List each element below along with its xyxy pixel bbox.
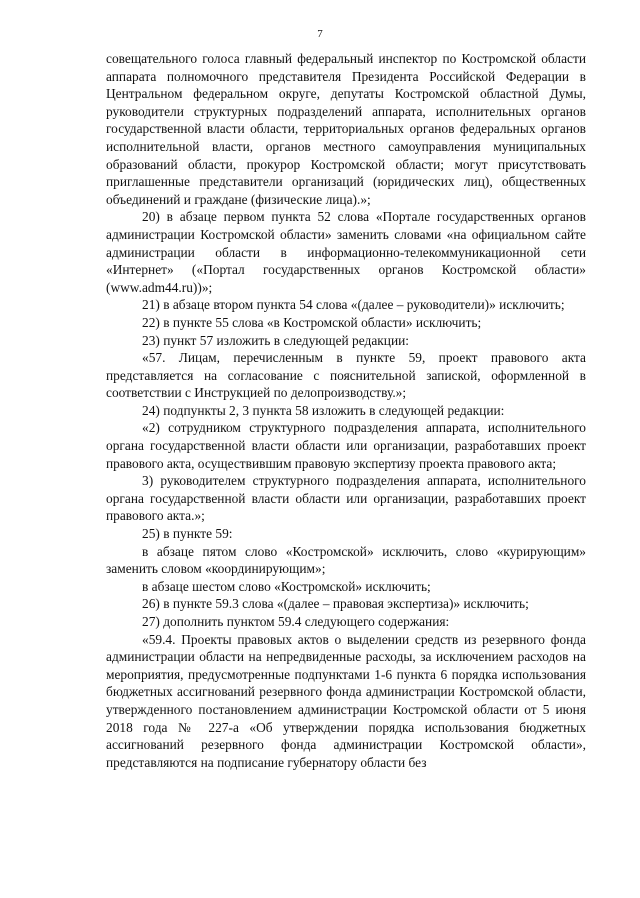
- paragraph: 24) подпункты 2, 3 пункта 58 изложить в следующей редакции:: [142, 402, 505, 418]
- page-number: 7: [317, 28, 323, 40]
- paragraph: совещательного голоса главный федеральный инспектор по Костромской области аппарата полномочного представителя Президента Российской Федерации в Центральном федеральном округе, депутаты Костромской областной Думы, руководители структурных подразделений аппарата, исполнительных органов государственной власти области, территориальных органов федеральных органов исполнительной власти, органов местного самоуправления муниципальных образований области, прокурор Костромской области; могут присутствовать приглашенные представители организаций (юридических лиц), общественных объединений и граждане (физические лица).»;: [106, 51, 586, 207]
- paragraph: 20) в абзаце первом пункта 52 слова «Портале государственных органов администрации Костромской области» заменить словами «на официальном сайте администрации области в информационно-телекоммуникационной сети «Интернет» («Портал государственных органов Костромской области» (www.adm44.ru))»;: [106, 209, 586, 295]
- paragraph: «2) сотрудником структурного подразделения аппарата, исполнительного органа государственной власти области или организации, разработавших проект правового акта, осуществившим правовую экспертизу проекта правового акта;: [106, 420, 586, 471]
- paragraph: 22) в пункте 55 слова «в Костромской области» исключить;: [142, 314, 482, 330]
- paragraph: 23) пункт 57 изложить в следующей редакции:: [142, 332, 410, 348]
- paragraph: 3) руководителем структурного подразделения аппарата, исполнительного органа государственной власти области или организации, разработавших проект правового акта.»;: [106, 473, 586, 524]
- paragraph: 25) в пункте 59:: [142, 526, 233, 542]
- paragraph: «57. Лицам, перечисленным в пункте 59, проект правового акта представляется на согласование с пояснительной запиской, оформленной в соответствии с Инструкцией по делопроизводству.»;: [106, 350, 586, 401]
- paragraph: «59.4. Проекты правовых актов о выделении средств из резервного фонда администрации области на непредвиденные расходы, за исключением расходов на мероприятия, предусмотренные подпунктами 1-6 пункта 6 порядка использования бюджетных ассигнований резервного фонда администрации Костромской области, утвержденного постановлением администрации Костромской области от 5 июня 2018 года № 227-а «Об утверждении порядка использования бюджетных ассигнований резервного фонда администрации Костромской области», представляются на подписание губернатору области без: [106, 631, 586, 770]
- paragraph: в абзаце пятом слово «Костромской» исключить, слово «курирующим» заменить словом «координирующим»;: [106, 543, 586, 577]
- paragraph: 21) в абзаце втором пункта 54 слова «(далее – руководители)» исключить;: [142, 297, 565, 313]
- document-body: [106, 50, 586, 771]
- paragraph: 27) дополнить пунктом 59.4 следующего содержания:: [142, 614, 450, 629]
- paragraph: в абзаце шестом слово «Костромской» исключить;: [142, 578, 431, 594]
- paragraph: 26) в пункте 59.3 слова «(далее – правовая экспертиза)» исключить;: [142, 596, 529, 612]
